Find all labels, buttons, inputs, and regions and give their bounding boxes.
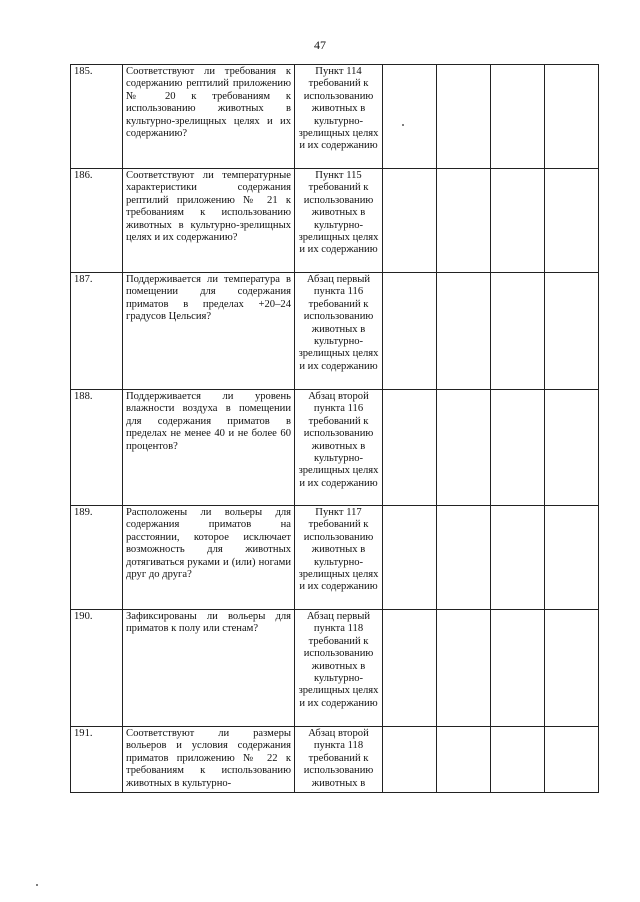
row-number: 185.: [71, 65, 123, 169]
question-text: Поддерживается ли температура в помещении для содержания приматов в пределах +20–24 градусов Цельсия?: [123, 273, 295, 390]
question-text: Соответствуют ли температурные характеристики содержания рептилий приложению № 21 к требованиям к использованию животных в культурно-зрелищных целях и их содержанию?: [123, 169, 295, 273]
answer-cell-no: [437, 65, 491, 169]
answer-cell-note: [545, 610, 599, 727]
table-row-191: [71, 727, 599, 793]
legal-reference: Абзац первый пункта 116 требований к использованию животных в культурно-зрелищных целях и их содержанию: [295, 273, 383, 390]
table-row-189: [71, 506, 599, 610]
answer-cell-note: [545, 65, 599, 169]
checklist-table: [70, 64, 599, 793]
table-row-186: [71, 169, 599, 273]
table-row-187: [71, 273, 599, 390]
answer-cell-not-applicable: [491, 506, 545, 610]
answer-cell-note: [545, 506, 599, 610]
question-text: Соответствуют ли требования к содержанию рептилий приложению № 20 к требованиям к использованию животных в культурно-зрелищных целях и их содержанию?: [123, 65, 295, 169]
answer-cell-not-applicable: [491, 273, 545, 390]
answer-cell-yes: [383, 390, 437, 506]
row-number: 187.: [71, 273, 123, 390]
question-text: Поддерживается ли уровень влажности воздуха в помещении для содержания приматов в пределах не менее 40 и не более 60 процентов?: [123, 390, 295, 506]
legal-reference: Пункт 115 требований к использованию животных в культурно-зрелищных целях и их содержанию: [295, 169, 383, 273]
answer-cell-no: [437, 727, 491, 793]
answer-cell-note: [545, 273, 599, 390]
legal-reference: Абзац второй пункта 116 требований к использованию животных в культурно-зрелищных целях и их содержанию: [295, 390, 383, 506]
answer-cell-not-applicable: [491, 610, 545, 727]
answer-cell-yes: [383, 727, 437, 793]
answer-cell-note: [545, 169, 599, 273]
question-text: Расположены ли вольеры для содержания приматов на расстоянии, которое исключает возможность для животных дотягиваться руками и (или) ногами друг до друга?: [123, 506, 295, 610]
table-row-190: [71, 610, 599, 727]
answer-cell-not-applicable: [491, 65, 545, 169]
answer-cell-note: [545, 727, 599, 793]
answer-cell-no: [437, 506, 491, 610]
legal-reference: Абзац первый пункта 118 требований к использованию животных в культурно-зрелищных целях и их содержанию: [295, 610, 383, 727]
row-number: 186.: [71, 169, 123, 273]
question-text: Соответствуют ли размеры вольеров и условия содержания приматов приложению № 22 к требованиям к использованию животных в культурно-: [123, 727, 295, 793]
legal-reference: Абзац второй пункта 118 требований к использованию животных в: [295, 727, 383, 793]
question-text: Зафиксированы ли вольеры для приматов к полу или стенам?: [123, 610, 295, 727]
answer-cell-yes: [383, 169, 437, 273]
table-row-185: [71, 65, 599, 169]
answer-cell-yes: [383, 65, 437, 169]
answer-cell-no: [437, 273, 491, 390]
answer-cell-yes: [383, 506, 437, 610]
answer-cell-no: [437, 169, 491, 273]
row-number: 188.: [71, 390, 123, 506]
answer-cell-no: [437, 390, 491, 506]
answer-cell-yes: [383, 610, 437, 727]
row-number: 189.: [71, 506, 123, 610]
row-number: 191.: [71, 727, 123, 793]
table-row-188: [71, 390, 599, 506]
legal-reference: Пункт 114 требований к использованию животных в культурно-зрелищных целях и их содержанию: [295, 65, 383, 169]
answer-cell-no: [437, 610, 491, 727]
answer-cell-not-applicable: [491, 390, 545, 506]
answer-cell-not-applicable: [491, 727, 545, 793]
scan-speck: [402, 124, 404, 126]
answer-cell-not-applicable: [491, 169, 545, 273]
page-number: 47: [314, 38, 326, 52]
legal-reference: Пункт 117 требований к использованию животных в культурно-зрелищных целях и их содержанию: [295, 506, 383, 610]
row-number: 190.: [71, 610, 123, 727]
answer-cell-note: [545, 390, 599, 506]
scan-speck: [36, 884, 38, 886]
answer-cell-yes: [383, 273, 437, 390]
